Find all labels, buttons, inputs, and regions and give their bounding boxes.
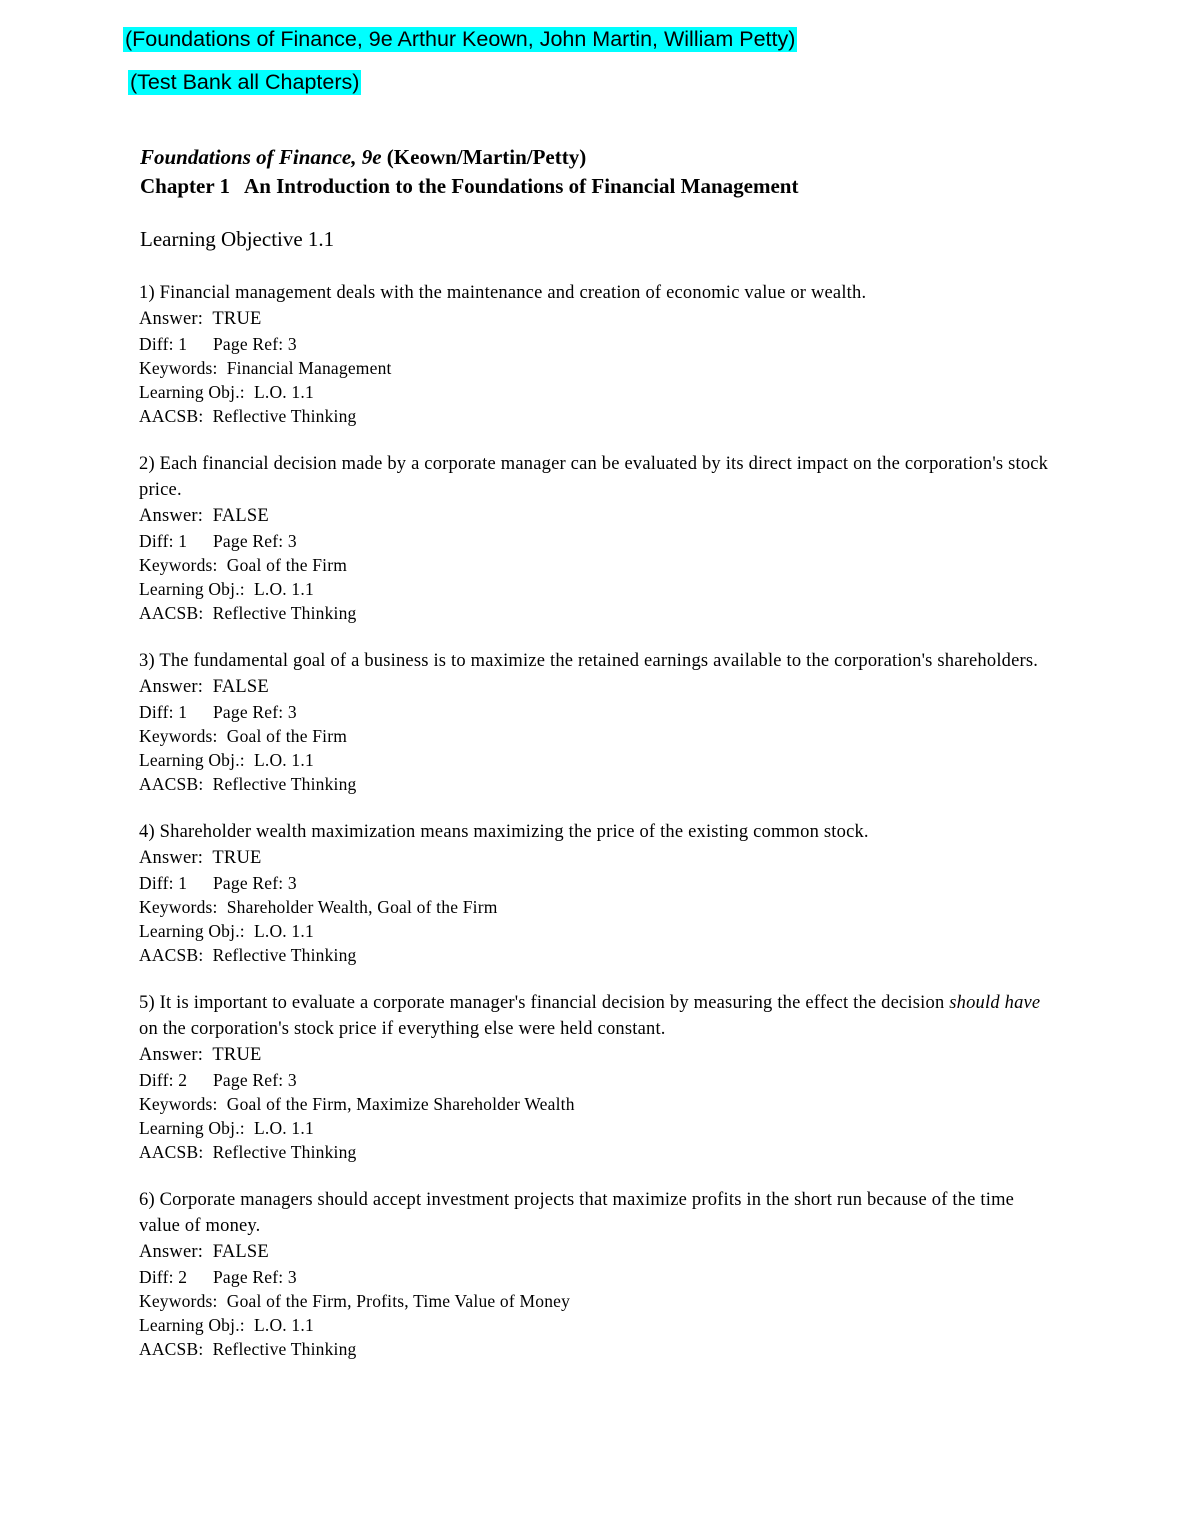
answer-line [139,503,1059,529]
keywords-label: Keywords: [139,358,218,378]
learning-obj-line [139,1313,1059,1337]
question-text [139,819,1059,845]
question-body-start: It is important to evaluate a corporate manager's financial decision by measuring the effect the decision [159,993,945,1013]
diff-value: 1 [178,531,188,551]
keywords-label: Keywords: [139,897,218,917]
keywords-value: Shareholder Wealth, Goal of the Firm [226,897,498,917]
answer-value: FALSE [212,677,269,697]
answer-line [139,1042,1059,1068]
difficulty-line [139,1265,1059,1289]
chapter-number: Chapter 1 [140,174,231,198]
question-item [139,648,1059,796]
difficulty-line [139,871,1059,895]
difficulty-line [139,1068,1059,1092]
page-ref-label: Page Ref: [213,1070,284,1090]
question-body: Financial management deals with the maintenance and creation of economic value or wealth. [159,283,867,303]
learning-obj-label: Learning Obj.: [139,921,245,941]
learning-obj-label: Learning Obj.: [139,1315,245,1335]
aacsb-line [139,601,1059,625]
aacsb-label: AACSB: [139,1142,204,1162]
answer-value: TRUE [212,1045,262,1065]
question-number: 4) [139,822,155,842]
highlighted-title-line: (Foundations of Finance, 9e Arthur Keown, John Martin, William Petty) [125,27,796,51]
aacsb-value: Reflective Thinking [212,406,357,426]
question-item [139,1187,1059,1361]
page-ref-value: 3 [287,873,297,893]
document-header [140,143,798,201]
page-ref-label: Page Ref: [213,334,284,354]
aacsb-label: AACSB: [139,1339,204,1359]
aacsb-value: Reflective Thinking [212,774,357,794]
aacsb-value: Reflective Thinking [212,1142,357,1162]
learning-obj-line [139,748,1059,772]
keywords-value: Goal of the Firm, Maximize Shareholder Wealth [226,1094,575,1114]
page-ref-value: 3 [287,531,297,551]
aacsb-line [139,1337,1059,1361]
diff-value: 1 [178,702,188,722]
learning-obj-line [139,1116,1059,1140]
aacsb-value: Reflective Thinking [212,945,357,965]
page-ref-value: 3 [287,702,297,722]
aacsb-label: AACSB: [139,406,204,426]
question-emphasis: should have [949,993,1041,1013]
question-body: Shareholder wealth maximization means maximizing the price of the existing common stock. [159,822,869,842]
page-ref-value: 3 [287,1267,297,1287]
book-authors: (Keown/Martin/Petty) [386,145,587,169]
chapter-title: An Introduction to the Foundations of Financial Management [244,174,799,198]
diff-label: Diff: [139,1267,174,1287]
diff-value: 2 [178,1070,188,1090]
aacsb-label: AACSB: [139,603,204,623]
aacsb-line [139,404,1059,428]
aacsb-line [139,772,1059,796]
learning-obj-line [139,577,1059,601]
aacsb-label: AACSB: [139,945,204,965]
question-number: 3) [139,651,155,671]
learning-obj-value: L.O. 1.1 [253,921,314,941]
learning-obj-value: L.O. 1.1 [253,382,314,402]
answer-value: FALSE [212,506,269,526]
question-text [139,990,1059,1042]
learning-obj-value: L.O. 1.1 [253,750,314,770]
question-list [139,280,1059,1361]
diff-value: 1 [178,334,188,354]
difficulty-line [139,332,1059,356]
learning-objective-heading: Learning Objective 1.1 [140,227,335,251]
diff-value: 2 [178,1267,188,1287]
learning-obj-line [139,380,1059,404]
aacsb-value: Reflective Thinking [212,603,357,623]
diff-label: Diff: [139,1070,174,1090]
aacsb-line [139,943,1059,967]
keywords-line [139,553,1059,577]
diff-label: Diff: [139,702,174,722]
aacsb-line [139,1140,1059,1164]
answer-label: Answer: [139,1045,204,1065]
question-number: 2) [139,454,155,474]
learning-obj-value: L.O. 1.1 [253,1118,314,1138]
book-title: Foundations of Finance, 9e [140,145,382,169]
page-ref-label: Page Ref: [213,531,284,551]
answer-label: Answer: [139,506,204,526]
keywords-line [139,1092,1059,1116]
diff-label: Diff: [139,334,174,354]
question-text [139,280,1059,306]
question-item [139,280,1059,428]
keywords-value: Goal of the Firm, Profits, Time Value of Money [226,1291,571,1311]
keywords-line [139,1289,1059,1313]
chapter-heading [140,172,798,201]
page-ref-value: 3 [287,334,297,354]
keywords-line [139,724,1059,748]
learning-obj-label: Learning Obj.: [139,750,245,770]
learning-obj-label: Learning Obj.: [139,579,245,599]
aacsb-label: AACSB: [139,774,204,794]
keywords-label: Keywords: [139,1291,218,1311]
answer-label: Answer: [139,309,204,329]
question-item [139,990,1059,1164]
answer-line [139,845,1059,871]
highlighted-subtitle-line: (Test Bank all Chapters) [130,70,360,94]
difficulty-line [139,529,1059,553]
answer-value: TRUE [212,848,262,868]
answer-value: FALSE [212,1242,269,1262]
learning-obj-label: Learning Obj.: [139,382,245,402]
keywords-value: Goal of the Firm [226,555,348,575]
diff-label: Diff: [139,531,174,551]
learning-obj-line [139,919,1059,943]
answer-line [139,674,1059,700]
page-ref-label: Page Ref: [213,1267,284,1287]
question-body-end: on the corporation's stock price if everything else were held constant. [139,1019,666,1039]
difficulty-line [139,700,1059,724]
question-body: Each financial decision made by a corporate manager can be evaluated by its direct impact on the corporation's stock price. [139,454,1049,500]
question-body: The fundamental goal of a business is to maximize the retained earnings available to the corporation's shareholders. [159,651,1039,671]
page-ref-label: Page Ref: [213,873,284,893]
answer-line [139,306,1059,332]
question-item [139,819,1059,967]
learning-obj-value: L.O. 1.1 [253,579,314,599]
keywords-value: Goal of the Firm [226,726,348,746]
answer-label: Answer: [139,677,204,697]
question-text [139,451,1059,503]
question-item [139,451,1059,625]
question-text [139,648,1059,674]
answer-line [139,1239,1059,1265]
question-text [139,1187,1059,1239]
keywords-line [139,356,1059,380]
diff-value: 1 [178,873,188,893]
keywords-line [139,895,1059,919]
question-number: 1) [139,283,155,303]
question-number: 6) [139,1190,155,1210]
book-title-line [140,143,798,172]
aacsb-value: Reflective Thinking [212,1339,357,1359]
keywords-value: Financial Management [226,358,392,378]
learning-obj-value: L.O. 1.1 [253,1315,314,1335]
page-ref-value: 3 [287,1070,297,1090]
keywords-label: Keywords: [139,1094,218,1114]
answer-value: TRUE [212,309,262,329]
answer-label: Answer: [139,848,204,868]
page-ref-label: Page Ref: [213,702,284,722]
keywords-label: Keywords: [139,726,218,746]
answer-label: Answer: [139,1242,204,1262]
keywords-label: Keywords: [139,555,218,575]
question-body: Corporate managers should accept investment projects that maximize profits in the short run because of the time value of money. [139,1190,1015,1236]
learning-obj-label: Learning Obj.: [139,1118,245,1138]
question-number: 5) [139,993,155,1013]
diff-label: Diff: [139,873,174,893]
